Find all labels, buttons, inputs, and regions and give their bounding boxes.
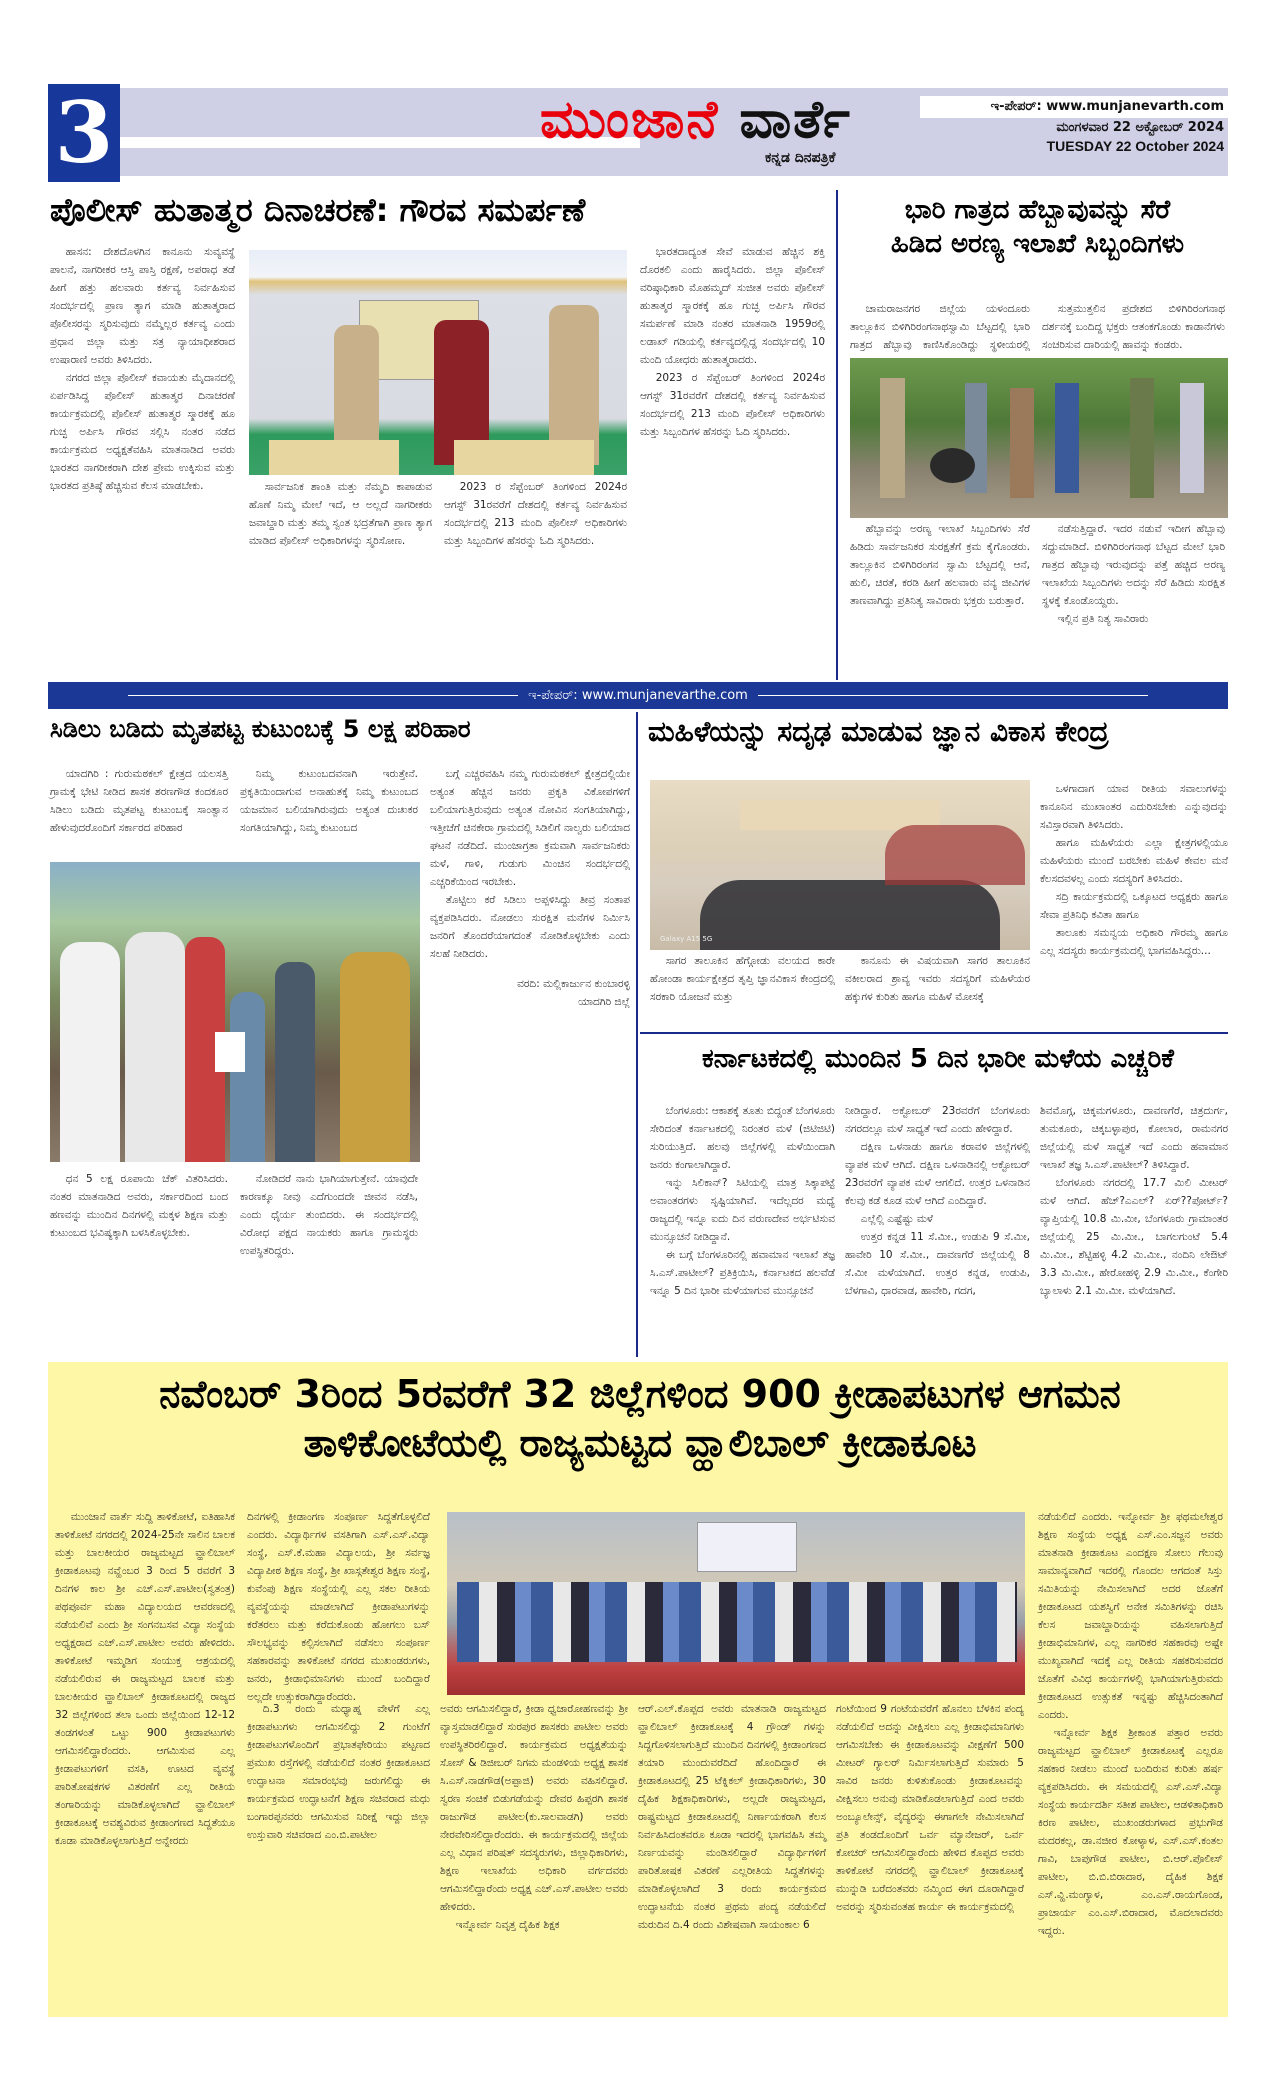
lightning-col-5 — [240, 1170, 418, 1355]
women-headline: ಮಹಿಳೆಯನ್ನು ಸದೃಢ ಮಾಡುವ ಜ್ಞಾನ ವಿಕಾಸ ಕೇಂದ್ರ — [648, 715, 1109, 748]
photo-person — [340, 952, 410, 1162]
logo-word-2: ವಾರ್ತೆ — [739, 90, 852, 150]
police-col-2 — [249, 478, 432, 673]
signature-name: ವರದಿ: ಮಲ್ಲಿಕಾರ್ಜುನ ಕುಂಬಾರಳ್ಳಿ — [517, 978, 630, 990]
volleyball-col-2 — [247, 1508, 430, 1703]
women-photo — [650, 780, 1030, 950]
police-headline: ಪೊಲೀಸ್ ಹುತಾತ್ಮರ ದಿನಾಚರಣೆ: ಗೌರವ ಸಮರ್ಪಣೆ — [50, 191, 586, 229]
volleyball-para-4: ಅವರು ಆಗಮಿಸಲಿದ್ದಾರೆ, ಕ್ರೀಡಾ ಧ್ವಜಾರೋಹಣವನ್ನು ಶ್ರೀ ವ್ಯಾಸ್ತಮಾಡಲಿದ್ದಾರೆ ಸುರಪುರ ಶಾಸಕರು ಪಾಟೀಲ ಅವರು ಉಪಸ್ಥಿತರಿರಲಿದ್ದಾರೆ. ಕಾರ್ಯಕ್ರಮದ ಅಧ್ಯಕ್ಷತೆಯನ್ನು ಸೋಸ್ & ಡಿಜೀಬರ್ ನಿಗಮ ಮಂಡಳಿಯ ಅಧ್ಯಕ್ಷ ಶಾಸಕ ಸಿ.ಎಸ್.ನಾಡಗೌಡ(ಅಪ್ಪಾಜಿ) ಅವರು ವಹಿಸಲಿದ್ದಾರೆ. ಸ್ವರಣ ಸಂಚಿಕೆ ಬಿಡುಗಡೆಯನ್ನು ದೇವರ ಹಿಪ್ಪರಗಿ ಶಾಸಕ ರಾಜುಗೌಡ ಪಾಟೀಲ(ಕು.ಸಾಲವಾಡಗಿ) ಅವರು ನೇರವೇರಿಸಲಿದ್ದಾರೆಂದರು. ಈ ಕಾರ್ಯಕ್ರಮದಲ್ಲಿ ಜಿಲ್ಲೆಯ ಎಲ್ಲ ವಿಧಾನ ಪರಿಷತ್ ಸದಸ್ಯರುಗಳು, ಜಿಲ್ಲಾಧಿಕಾರಿಗಳು, ಶಿಕ್ಷಣ ಇಲಾಖೆಯ ಅಧಿಕಾರಿ ವರ್ಗದವರು ಆಗಮಿಸಲಿದ್ದಾರೆಂದು ಅಧ್ಯಕ್ಷ ಎಚ್.ಎಸ್.ಪಾಟೀಲ ಅವರು ಹೇಳಿದರು. — [440, 1703, 628, 1913]
photo-group-people — [457, 1582, 1017, 1662]
police-para-4: 2023 ರ ಸೆಪ್ಟೆಂಬರ್ ತಿಂಗಳಿಂದ 2024ರ ಆಗಸ್ಟ್ 31ರವರೆಗೆ ದೇಶದಲ್ಲಿ ಕರ್ತವ್ಯ ನಿರ್ವಹಿಸುವ ಸಂದರ್ಭದಲ್ಲಿ 213 ಮಂದಿ ಪೊಲೀಸ್ ಅಧಿಕಾರಿಗಳು ಮತ್ತು ಸಿಬ್ಬಂದಿಗಳ ಹೆಸರನ್ನು ಓದಿ ಸ್ಮರಿಸಿದರು. — [444, 481, 627, 547]
rain-para-5: ದಕ್ಷಿಣ ಒಳನಾಡು ಹಾಗೂ ಕರಾವಳಿ ಜಿಲ್ಲೆಗಳಲ್ಲಿ ವ್ಯಾಪಕ ಮಳೆ ಆಗಿದೆ. ದಕ್ಷಿಣ ಒಳನಾಡಿನಲ್ಲಿ ಅಕ್ಟೋಬರ್ 23ರವರೆಗೆ ವ್ಯಾಪಕ ಮಳೆ ಆಗಲಿದೆ. ಉತ್ತರ ಒಳನಾಡಿನ ಕೆಲವು ಕಡೆ ಕೂಡ ಮಳೆ ಆಗಿದೆ ಎಂದಿದ್ದಾರೆ. — [845, 1141, 1030, 1207]
women-col-1 — [650, 952, 835, 1032]
volleyball-headline — [55, 1370, 1225, 1469]
snake-headline-line-1: ಭಾರಿ ಗಾತ್ರದ ಹೆಬ್ಬಾವುವನ್ನು ಸೆರೆ — [904, 195, 1171, 225]
photo-seated-women — [885, 825, 1025, 885]
horizontal-divider — [640, 1032, 1228, 1034]
page-number: 3 — [48, 84, 120, 182]
women-para-4: ಹಾಗೂ ಮಹಿಳೆಯರು ಎಲ್ಲಾ ಕ್ಷೇತ್ರಗಳಲ್ಲಿಯೂ ಮಹಿಳೆಯರು ಮುಂದೆ ಬರಬೇಕು ಮಹಿಳೆ ಕೇವಲ ಮನೆ ಕೆಲಸದವಳಲ್ಲ ಎಂದು ಸದಸ್ಯರಿಗೆ ತಿಳಿಸಿದರು. — [1040, 837, 1228, 885]
police-para-1: ಹಾಸನ: ದೇಶದೊಳಗಿನ ಕಾನೂನು ಸುವ್ಯವಸ್ಥೆ ಪಾಲನೆ, ನಾಗರೀಕರ ಆಸ್ತಿ ಪಾಸ್ತಿ ರಕ್ಷಣೆ, ಅಪರಾಧ ತಡೆ ಹೀಗೆ ಹತ್ತು ಹಲವಾರು ಕರ್ತವ್ಯ ನಿರ್ವಹಿಸುವ ಸಂದರ್ಭದಲ್ಲಿ ಪ್ರಾಣ ತ್ಯಾಗ ಮಾಡಿ ಹುತಾತ್ಮರಾದ ಪೊಲೀಸರನ್ನು ಸ್ಮರಿಸುವುದು ನಮ್ಮೆಲ್ಲರ ಕರ್ತವ್ಯ ಎಂದು ಪ್ರಧಾನ ಜಿಲ್ಲಾ ಮತ್ತು ಸತ್ರ ನ್ಯಾಯಾಧೀಶರಾದ ಉಷಾರಾಣಿ ಅವರು ತಿಳಿಸಿದರು. — [50, 246, 235, 366]
police-photo — [249, 250, 627, 475]
lightning-para-3: ಬಗ್ಗೆ ಎಚ್ಚರವಹಿಸಿ ನಮ್ಮ ಗುರುಮಠಕಲ್ ಕ್ಷೇತ್ರದಲ್ಲಿಯೇ ಅತ್ಯಂತ ಹೆಚ್ಚಿನ ಜನರು ಪ್ರಕೃತಿ ವಿಕೋಪಗಳಿಗೆ ಬಲಿಯಾಗುತ್ತಿರುವುದು ಅತ್ಯಂತ ನೋವಿನ ಸಂಗತಿಯಾಗಿದ್ದು, ಇತ್ತೀಚೆಗೆ ಚಿನಕೇರಾ ಗ್ರಾಮದಲ್ಲಿ ಸಿಡಿಲಿಗೆ ನಾಲ್ವರು ಬಲಿಯಾದ ಘಟನೆ ನಡೆದಿದೆ. ಮುಂಜಾಗ್ರತಾ ಕ್ರಮವಾಗಿ ಸಾರ್ವಜನಿಕರು ಮಳೆ, ಗಾಳಿ, ಗುಡುಗು ಮಿಂಚಿನ ಸಂದರ್ಭದಲ್ಲಿ ಎಚ್ಚರಿಕೆಯಿಂದ ಇರಬೇಕು. — [430, 768, 630, 888]
rain-col-3 — [1040, 1102, 1228, 1357]
police-para-3: ಸಾರ್ವಜನಿಕ ಶಾಂತಿ ಮತ್ತು ನೆಮ್ಮದಿ ಕಾಪಾಡುವ ಹೊಣೆ ನಿಮ್ಮ ಮೇಲೆ ಇದೆ, ಆ ಅಲ್ಲದೆ ನಾಗರೀಕರು ಜವಾಬ್ದಾರಿ ಮತ್ತು ತಮ್ಮ ಸ್ವಂತ ಭದ್ರತೆಗಾಗಿ ಪ್ರಾಣ ತ್ಯಾಗ ಮಾಡಿದ ಪೊಲೀಸ್ ಅಧಿಕಾರಿಗಳನ್ನು ಸ್ಮರಿಸೋಣ. — [249, 481, 432, 547]
rain-para-7: ಶಿವಮೊಗ್ಗ, ಚಿಕ್ಕಮಗಳೂರು, ದಾವಣಗೆರೆ, ಚಿತ್ರದುರ್ಗ, ತುಮಕೂರು, ಚಿಕ್ಕಬಳ್ಳಾಪುರ, ಕೋಲಾರ, ರಾಮನಗರ ಜಿಲ್ಲೆಯಲ್ಲಿ ಮಳೆ ಸಾಧ್ಯತೆ ಇದೆ ಎಂದು ಹವಾಮಾನ ಇಲಾಖೆ ತಜ್ಞ ಸಿ.ಎಸ್.ಪಾಟೀಲ್? ತಿಳಿಸಿದ್ದಾರೆ. — [1040, 1105, 1228, 1171]
snake-para-5: ಇಲ್ಲಿನ ಪ್ರತಿ ನಿತ್ಯ ಸಾವಿರಾರು — [1057, 613, 1149, 625]
photo-cheque — [215, 1032, 245, 1072]
police-col-2b — [444, 478, 627, 673]
tagline: ಕನ್ನಡ ದಿನಪತ್ರಿಕೆ — [765, 150, 836, 166]
women-col-3 — [1040, 780, 1228, 1030]
police-para-6: 2023 ರ ಸೆಪ್ಟೆಂಬರ್ ತಿಂಗಳಿಂದ 2024ರ ಆಗಸ್ಟ್ 31ರವರೆಗೆ ದೇಶದಲ್ಲಿ ಕರ್ತವ್ಯ ನಿರ್ವಹಿಸುವ ಸಂದರ್ಭದಲ್ಲಿ 213 ಮಂದಿ ಪೊಲೀಸ್ ಅಧಿಕಾರಿಗಳು ಮತ್ತು ಸಿಬ್ಬಂದಿಗಳ ಹೆಸರನ್ನು ಓದಿ ಸ್ಮರಿಸಿದರು. — [640, 372, 825, 438]
lightning-col-2 — [240, 765, 418, 865]
photo-table — [454, 440, 594, 475]
women-col-2 — [845, 952, 1030, 1032]
lightning-col-3 — [430, 765, 630, 1265]
lightning-headline: ಸಿಡಿಲು ಬಡಿದು ಮೃತಪಟ್ಟ ಕುಟುಂಬಕ್ಕೆ 5 ಲಕ್ಷ ಪರಿಹಾರ — [50, 715, 471, 743]
logo-word-1: ಮುಂಜಾನೆ — [540, 90, 720, 150]
snake-para-1: ಚಾಮರಾಜನಗರ ಜಿಲ್ಲೆಯ ಯಳಂದೂರು ತಾಲ್ಲೂಕಿನ ಬಿಳಿಗಿರಿರಂಗನಾಥಸ್ವಾಮಿ ಬೆಟ್ಟದಲ್ಲಿ ಭಾರಿ ಗಾತ್ರದ ಹೆಬ್ಬಾವು ಕಾಣಿಸಿಕೊಂಡಿದ್ದು ಸ್ಥಳೀಯರಲ್ಲಿ — [850, 303, 1030, 351]
photo-person — [60, 942, 120, 1162]
photo-person — [1055, 383, 1079, 493]
rain-para-3: ಈ ಬಗ್ಗೆ ಬೆಂಗಳೂರಿನಲ್ಲಿ ಹವಾಮಾನ ಇಲಾಖೆ ತಜ್ಞ ಸಿ.ಎಸ್.ಪಾಟೀಲ್? ಪ್ರತಿಕ್ರಿಯಿಸಿ, ಕರ್ನಾಟಕದ ಹಲವೆಡೆ ಇನ್ನೂ 5 ದಿನ ಭಾರೀ ಮಳೆಯಾಗುವ ಮುನ್ಸೂಚನೆ — [650, 1249, 835, 1297]
separator-line — [758, 695, 1148, 696]
photo-credit: Galaxy A15 5G — [660, 935, 713, 943]
police-col-3 — [640, 243, 825, 673]
lightning-photo — [50, 862, 420, 1162]
volleyball-col-2b — [247, 1700, 430, 2010]
women-para-6: ತಾಲೂಕು ಸಮನ್ವಯ ಅಧಿಕಾರಿ ಗೌರಮ್ಮ ಹಾಗೂ ಎಲ್ಲ ಸದಸ್ಯರು ಕಾರ್ಯಕ್ರಮದಲ್ಲಿ ಭಾಗವಹಿಸಿದ್ದರು... — [1040, 927, 1228, 957]
volleyball-col-6 — [1038, 1508, 1223, 2008]
women-para-5: ಸದ್ರಿ ಕಾರ್ಯಕ್ರಮದಲ್ಲಿ ಒಕ್ಕೂಟದ ಅಧ್ಯಕ್ಷರು ಹಾಗೂ ಸೇವಾ ಪ್ರತಿನಿಧಿ ಕವಿತಾ ಹಾಗೂ — [1040, 891, 1228, 921]
photo-banner — [697, 1522, 797, 1572]
rain-col-2 — [845, 1102, 1030, 1357]
lightning-para-1: ಯಾದಗಿರಿ : ಗುರುಮಠಕಲ್ ಕ್ಷೇತ್ರದ ಯಲಸತ್ತಿ ಗ್ರಾಮಕ್ಕೆ ಭೇಟಿ ನೀಡಿದ ಶಾಸಕ ಶರಣಗೌಡ ಕಂದಕೂರ ಸಿಡಿಲು ಬಡಿದು ಮೃತಪಟ್ಟ ಕುಟುಂಬಕ್ಕೆ ಸಾಂತ್ವಾನ ಹೇಳುವುದರೊಂದಿಗೆ ಸರ್ಕಾರದ ಪರಿಹಾರ — [50, 768, 228, 834]
women-para-2: ಕಾನೂನು ಈ ವಿಷಯವಾಗಿ ಸಾಗರ ತಾಲೂಕಿನ ವಕೀಲರಾದ ಶ್ರಾವ್ಯ ಇವರು ಸದಸ್ಯರಿಗೆ ಮಹಿಳೆಯರ ಹಕ್ಕುಗಳ ಕುರಿತು ಹಾಗೂ ಮಹಿಳೆ ಮೋಸಕ್ಕೆ — [845, 955, 1030, 1003]
snake-photo — [850, 358, 1228, 518]
volleyball-para-2: ದಿನಗಳಲ್ಲಿ ಕ್ರೀಡಾಂಗಣ ಸಂಪೂರ್ಣ ಸಿದ್ದತೆಗೊಳ್ಳಲಿದೆ ಎಂದರು. ವಿದ್ಯಾರ್ಥಿಗಳ ವಸತಿಗಾಗಿ ಎಸ್.ಎಸ್.ವಿದ್ಯಾ ಸಂಸ್ಥೆ, ಎಸ್.ಕೆ.ಮಹಾ ವಿದ್ಯಾಲಯ, ಶ್ರೀ ಸರ್ವಜ್ಞ ವಿದ್ಯಾಪೀಠ ಶಿಕ್ಷಣ ಸಂಸ್ಥೆ, ಶ್ರೀ ಖಾಸ್ಗತೇಶ್ವರ ಶಿಕ್ಷಣ ಸಂಸ್ಥೆ, ಕುವೆಂಪು ಶಿಕ್ಷಣ ಸಂಸ್ಥೆಯಲ್ಲಿ ಎಲ್ಲ ಸಕಲ ರೀತಿಯ ವ್ಯವಸ್ಥೆಯನ್ನು ಮಾಡಲಾಗಿದೆ ಕ್ರೀಡಾಪಟುಗಳನ್ನು ಕರೆತರಲು ಮತ್ತು ಕರೆದುಕೊಂಡು ಹೋಗಲು ಬಸ್ ಸೌಲಭ್ಯವನ್ನು ಕಲ್ಪಿಸಲಾಗಿದೆ ನಡೆಸಲು ಸಂಪೂರ್ಣ ಸಹಕಾರವನ್ನು ತಾಳಿಕೋಟೆ ನಗರದ ಮುಖಂಡರುಗಳು, ಜನರು, ಕ್ರೀಡಾಭಿಮಾನಿಗಳು ಮುಂದೆ ಬಂದಿದ್ದಾರೆ ಅಲ್ಲದೇ ಉತ್ಸುಕರಾಗಿದ್ದಾರೆಂದರು. — [247, 1511, 430, 1703]
rain-subheading: ಎಲ್ಲೆಲ್ಲಿ ಎಷ್ಟೆಷ್ಟು ಮಳೆ — [860, 1213, 933, 1225]
rain-para-8: ಬೆಂಗಳೂರು ನಗರದಲ್ಲಿ 17.7 ಮಿಲಿ ಮೀಟರ್ ಮಳೆ ಆಗಿದೆ. ಹೆಚ್?ಎಎಲ್? ಏರ್??ಪೋರ್ಟ್? ವ್ಯಾಪ್ತಿಯಲ್ಲಿ 10.8 ಮಿ.ಮೀ, ಬೆಂಗಳೂರು ಗ್ರಾಮಾಂತರ ಜಿಲ್ಲೆಯಲ್ಲಿ 25 ಮಿ.ಮೀ., ಬಾಗಲಗುಂಟೆ 5.4 ಮಿ.ಮೀ., ಶೆಟ್ಟಿಹಳ್ಳಿ 4.2 ಮಿ.ಮೀ., ನಂದಿನಿ ಲೇಔಟ್ 3.3 ಮಿ.ಮೀ., ಹೇರೋಹಳ್ಳಿ 2.9 ಮಿ.ಮೀ., ಕೆಂಗೇರಿ ಬ್ಯಾಲಾಳು 2.1 ಮಿ.ಮೀ. ಮಳೆಯಾಗಿದೆ. — [1040, 1177, 1228, 1297]
epaper-separator-bar — [48, 682, 1228, 709]
lightning-signature — [430, 975, 630, 1011]
snake-para-4: ನಡೆಸುತ್ತಿದ್ದಾರೆ. ಇದರ ನಡುವೆ ಇದೀಗ ಹೆಬ್ಬಾವು ಸದ್ದುಮಾಡಿದೆ. ಬಿಳಿಗಿರಿರಂಗನಾಥ ಬೆಟ್ಟದ ಮೇಲೆ ಭಾರಿ ಗಾತ್ರದ ಹೆಬ್ಬಾವು ಇರುವುದನ್ನು ಪತ್ತೆ ಹಚ್ಚಿದ ಅರಣ್ಯ ಇಲಾಖೆಯ ಸಿಬ್ಬಂದಿಗಳು ಅದನ್ನು ಸೆರೆ ಹಿಡಿದು ಸುರಕ್ಷಿತ ಸ್ಥಳಕ್ಕೆ ಕೊಂಡೊಯ್ದರು. — [1042, 523, 1225, 607]
rain-para-2: ಇನ್ನು ಸಿಲಿಕಾನ್? ಸಿಟಿಯಲ್ಲಿ ಮಾತ್ರ ಸಿಕ್ಕಾಪಟ್ಟೆ ಅವಾಂತರಗಳು ಸೃಷ್ಟಿಯಾಗಿವೆ. ಇದೆಲ್ಲದರ ಮಧ್ಯೆ ರಾಜ್ಯದಲ್ಲಿ ಇನ್ನೂ ಐದು ದಿನ ವರುಣದೇವ ಅರ್ಭಟಿಸುವ ಮುನ್ಸೂಚನೆ ನೀಡಿದ್ದಾನೆ. — [650, 1177, 835, 1243]
volleyball-col-5 — [836, 1700, 1024, 2010]
photo-person — [1180, 383, 1204, 493]
snake-headline — [850, 194, 1225, 262]
volleyball-para-3: ದಿ.3 ರಂದು ಮಧ್ಯಾಹ್ನ ವೇಳೆಗೆ ಎಲ್ಲ ಕ್ರೀಡಾಪಟುಗಳು ಆಗಮಿಸಲಿದ್ದು 2 ಗುಂಟೆಗೆ ಕ್ರೀಡಾಪಟುಗಳೊಂದಿಗೆ ಪ್ರಭಾತಫೇರಿಯು ಪಟ್ಟಣದ ಪ್ರಮುಖ ರಸ್ತೆಗಳಲ್ಲಿ ನಡೆಯಲಿದೆ ನಂತರ ಕ್ರೀಡಾಕೂಟದ ಉದ್ಘಾಟನಾ ಸಮಾರಂಭವು ಜರುಗಲಿದ್ದು ಈ ಕಾರ್ಯಕ್ರಮದ ಉದ್ಘಾಟನೆಗೆ ಶಿಕ್ಷಣ ಸಚಿವರಾದ ಮಧು ಬಂಗಾರಪ್ಪನವರು ಆಗಮಿಸುವ ನಿರೀಕ್ಷೆ ಇದ್ದು ಜಿಲ್ಲಾ ಉಸ್ತುವಾರಿ ಸಚಿವರಾದ ಎಂ.ಬಿ.ಪಾಟೀಲ — [247, 1703, 430, 1841]
epaper-link-separator[interactable]: ಇ-ಪೇಪರ್: www.munjanevarthe.com — [528, 688, 748, 703]
volleyball-para-9: ಇನ್ನೋರ್ವ ಶಿಕ್ಷಕ ಶ್ರೀಕಾಂತ ಪತ್ತಾರ ಅವರು ರಾಜ್ಯಮಟ್ಟದ ವ್ಹಾಲಿಬಾಲ್ ಕ್ರೀಡಾಕೂಟಕ್ಕೆ ಎಲ್ಲರೂ ಸಹಕಾರ ನೀಡಲು ಮುಂದೆ ಬಂದಿರುವ ಕುರಿತು ಹರ್ಷ ವ್ಯಕ್ತಪಡಿಸಿದರು. ಈ ಸಮಯದಲ್ಲಿ ಎಸ್.ಎಸ್.ವಿದ್ಯಾ ಸಂಸ್ಥೆಯ ಕಾರ್ಯದರ್ಶಿ ಸತೀಶ ಪಾಟೀಲ, ಆಡಳಿತಾಧಿಕಾರಿ ಕಿರಣ ಪಾಟೀಲ, ಮುಖಂಡರುಗಳಾದ ಪ್ರಭುಗೌಡ ಮದರಕಲ್ಲ, ಡಾ.ನಜೀರ ಕೋಳ್ಯಾಳ, ಎಸ್.ಎಸ್.ಕಂತಲ ಗಾವಿ, ಬಾಪುಗೌಡ ಪಾಟೀಲ, ಬಿ.ಆರ್.ಪೊಲೀಸ್ ಪಾಟೀಲ, ಬಿ.ಬಿ.ಬಿರಾದಾರ, ದೈಹಿಕ ಶಿಕ್ಷಕ ಎಸ್.ವ್ಹಿ.ಮಂಗ್ಯಾಳ, ಎಂ.ಎಸ್.ರಾಯಗೊಂಡ, ಪ್ರಾಚಾರ್ಯ ಎಂ.ಎಸ್.ಬಿರಾದಾರ, ಮೊದಲಾದವರು ಇದ್ದರು. — [1038, 1727, 1223, 1937]
photo-seated-women — [700, 880, 1000, 950]
photo-person — [125, 932, 185, 1162]
volleyball-para-1: ಮುಂಜಾನೆ ವಾರ್ತೆ ಸುದ್ದಿ ತಾಳಿಕೋಟೆ, ಐತಿಹಾಸಿಕ ತಾಳಿಕೋಟೆ ನಗರದಲ್ಲಿ 2024-25ನೇ ಸಾಲಿನ ಬಾಲಕ ಮತ್ತು ಬಾಲಕೀಯರ ರಾಜ್ಯಮಟ್ಟದ ವ್ಹಾಲಿಬಾಲ್ ಕ್ರೀಡಾಕೂಟವು ನವ್ಹೆಂಬರ 3 ರಿಂದ 5 ರವರೆಗೆ 3 ದಿನಗಳ ಕಾಲ ಶ್ರೀ ಎಚ್.ಎಸ್.ಪಾಟೀಲ(ಸ್ವತಂತ್ರ) ಪಥಪೂರ್ವ ಮಹಾ ವಿದ್ಯಾಲಯದ ಆವರಣದಲ್ಲಿ ನಡೆಯಲಿವೆ ಎಂದು ಶ್ರೀ ಸಂಗನಬಸವ ವಿದ್ಯಾ ಸಂಸ್ಥೆಯ ಅಧ್ಯಕ್ಷರಾದ ಎಚ್.ಎಸ್.ಪಾಟೀಲ ಅವರು ಹೇಳಿದರು. ತಾಳಿಕೋಟೆ ಇಮ್ಮಡಿಗ ಸಂಯುಕ್ತ ಆಶ್ರಯದಲ್ಲಿ ನಡೆಯಲಿರುವ ಈ ರಾಜ್ಯಮಟ್ಟದ ಬಾಲಕ ಮತ್ತು ಬಾಲಕೀಯರ ವ್ಹಾಲಿಬಾಲ್ ಕ್ರೀಡಾಕೂಟದಲ್ಲಿ ರಾಜ್ಯದ 32 ಜಿಲ್ಲೆಗಳಿಂದ ತಲಾ ಒಂದು ಜಿಲ್ಲೆಯಿಂದ 12-12 ತಂಡಗಳಂತೆ ಒಟ್ಟು 900 ಕ್ರೀಡಾಪಟುಗಳು ಆಗಮಿಸಲಿದ್ದಾರೆಂದರು. ಆಗಮಿಸುವ ಎಲ್ಲ ಕ್ರೀಡಾಪಟುಗಳಿಗೆ ವಸತಿ, ಊಟದ ವ್ಯವಸ್ಥೆ ಪಾರಿತೋಷಕಗಳ ವಿತರಣೆಗೆ ಎಲ್ಲ ರೀತಿಯ ತಂಗಾರಿಯನ್ನು ಮಾಡಿಕೊಳ್ಳಲಾಗಿದೆ ವ್ಹಾಲಿಬಾಲ್ ಕ್ರೀಡಾಕೂಟಕ್ಕೆ ಅವಶ್ಯವಿರುವ ಕ್ರೀಡಾಂಗಣದ ಸಿದ್ದತೆಯೂ ಕೂಡಾ ಮಾಡಿಕೊಳ್ಳಲಾಗುತ್ತಿದೆ ಅನ್ನೇರದು — [55, 1511, 235, 1847]
photo-person — [880, 378, 905, 498]
lightning-para-4: ತೊಟ್ಟಿಲು ಕರೆ ಸಿಡಿಲು ಅಪ್ಪಳಿಸಿದ್ದು ತೀವ್ರ ಸಂತಾಪ ವ್ಯಕ್ತಪಡಿಸಿದರು. ನೋಡಲು ಸುರಕ್ಷಿತ ಮನೆಗಳ ನಿರ್ಮಿಸಿ ಜನರಿಗೆ ತೊಂದರೆಯಾಗದಂತೆ ನೋಡಿಕೊಳ್ಳಬೇಕು ಎಂದು ಸಲಹೆ ನೀಡಿದರು. — [430, 894, 630, 960]
snake-col-2 — [1042, 300, 1225, 360]
snake-col-1 — [850, 300, 1030, 360]
lightning-col-1 — [50, 765, 228, 865]
volleyball-headline-line-2: ತಾಳಿಕೋಟೆಯಲ್ಲಿ ರಾಜ್ಯಮಟ್ಟದ ವ್ಹಾಲಿಬಾಲ್ ಕ್ರೀಡಾಕೂಟ — [303, 1421, 977, 1466]
volleyball-para-6: ಆರ್.ಎಲ್.ಕೊಪ್ಪದ ಅವರು ಮಾತನಾಡಿ ರಾಜ್ಯಮಟ್ಟದ ವ್ಹಾಲಿಬಾಲ್ ಕ್ರೀಡಾಕೂಟಕ್ಕೆ 4 ಗ್ರೌಂಡ್ ಗಳನ್ನು ಸಿದ್ದಗೊಳಿಸಲಾಗುತ್ತಿದೆ ಮುಂದಿನ ದಿನಗಳಲ್ಲಿ ಕ್ರೀಡಾಂಗಣದ ತಯಾರಿ ಮುಂದುವರೆದಿದೆ ಹೊಂದಿದ್ದಾರೆ ಈ ಕ್ರೀಡಾಕೂಟದಲ್ಲಿ 25 ಟೆಕ್ನಿಕಲ್ ಕ್ರೀಡಾಧಿಕಾರಿಗಳು, 30 ದೈಹಿಕ ಶಿಕ್ಷಕಾಧಿಕಾರಿಗಳು, ಅಲ್ಲದೇ ರಾಜ್ಯಮಟ್ಟದ, ರಾಷ್ಟ್ರಮಟ್ಟದ ಕ್ರೀಡಾಕೂಟದಲ್ಲಿ ನಿರ್ಣಾಯಕರಾಗಿ ಕೆಲಸ ನಿರ್ವಹಿಸಿದಂತವರೂ ಕೂಡಾ ಇದರಲ್ಲಿ ಭಾಗವಹಿಸಿ ತಮ್ಮ ನಿರ್ಣಯವನ್ನು ಮಂಡಿಸಲಿದ್ದಾರೆ ವಿದ್ಯಾರ್ಥಿಗಳಿಗೆ ಪಾರಿತೋಷಕ ವಿತರಣೆ ಎಲ್ಲರೀತಿಯ ಸಿದ್ದತೆಗಳನ್ನು ಮಾಡಿಕೊಳ್ಳಲಾಗಿದೆ 3 ರಂದು ಕಾರ್ಯಕ್ರಮದ ಉದ್ಘಾಟನೆಯ ನಂತರ ಪ್ರಥಮ ಪಂದ್ಯ ನಡೆಯಲಿದೆ ಮರುದಿನ ದಿ.4 ರಂದು ವಿಶೇಷವಾಗಿ ಸಾಯಂಕಾಲ 6 — [638, 1703, 826, 1931]
volleyball-headline-line-1: ನವೆಂಬರ್ 3ರಿಂದ 5ರವರೆಗೆ 32 ಜಿಲ್ಲೆಗಳಿಂದ 900 ಕ್ರೀಡಾಪಟುಗಳ ಆಗಮನ — [159, 1372, 1121, 1416]
volleyball-photo — [447, 1512, 1025, 1695]
snake-col-3 — [850, 520, 1030, 675]
snake-col-4 — [1042, 520, 1225, 675]
photo-person — [230, 992, 265, 1162]
column-divider — [636, 712, 638, 1357]
volleyball-col-4 — [638, 1700, 826, 2010]
epaper-link-top[interactable]: ಇ-ಪೇಪರ್: www.munjanevarth.com — [920, 96, 1230, 118]
women-para-3: ಒಳಗಾದಾಗ ಯಾವ ರೀತಿಯ ಸವಾಲುಗಳನ್ನು ಕಾನೂನಿನ ಮುಖಾಂತರ ಎದುರಿಸಬೇಕು ಎನ್ನುವುದನ್ನು ಸವಿಸ್ತಾರವಾಗಿ ತಿಳಿಸಿದರು. — [1040, 783, 1228, 831]
photo-person — [275, 962, 315, 1162]
rain-col-1 — [650, 1102, 835, 1357]
rain-para-1: ಬೆಂಗಳೂರು: ಆಕಾಶಕ್ಕೆ ತೂತು ಬಿದ್ದಂತೆ ಬೆಂಗಳೂರು ಸೇರಿದಂತೆ ಕರ್ನಾಟಕದಲ್ಲಿ ನಿರಂತರ ಮಳೆ (ಜಿಟಿಜಿಟಿ) ಸುರಿಯುತ್ತಿದೆ. ಹಲವು ಜಿಲ್ಲೆಗಳಲ್ಲಿ ಮಳೆಯಿಂದಾಗಿ ಜನರು ಕಂಗಾಲಾಗಿದ್ದಾರೆ. — [650, 1105, 835, 1171]
newspaper-logo — [540, 90, 852, 151]
date-kannada: ಮಂಗಳವಾರ 22 ಅಕ್ಟೋಬರ್ 2024 — [1056, 120, 1224, 135]
volleyball-col-1 — [55, 1508, 235, 2008]
volleyball-col-3 — [440, 1700, 628, 2010]
snake-para-3: ಹೆಬ್ಬಾವನ್ನು ಅರಣ್ಯ ಇಲಾಖೆ ಸಿಬ್ಬಂದಿಗಳು ಸೆರೆ ಹಿಡಿದು ಸಾರ್ವಜನಿಕರ ಸುರಕ್ಷತೆಗೆ ಕ್ರಮ ಕೈಗೊಂಡರು. ತಾಲ್ಲೂಕಿನ ಬಿಳಿಗಿರಿರಂಗನ ಸ್ವಾಮಿ ಬೆಟ್ಟದಲ್ಲಿ ಆನೆ, ಹುಲಿ, ಚಿರತೆ, ಕರಡಿ ಹೀಗೆ ಹಲವಾರು ವನ್ಯ ಜೀವಿಗಳ ತಾಣವಾಗಿದ್ದು ಪ್ರತಿನಿತ್ಯ ಸಾವಿರಾರು ಭಕ್ತರು ಬರುತ್ತಾರೆ. — [850, 523, 1030, 607]
lightning-para-2: ನಿಮ್ಮ ಕುಟುಂಬದವನಾಗಿ ಇರುತ್ತೇನೆ. ಪ್ರಕೃತಿಯಿಂದಾಗುವ ಅನಾಹುತಕ್ಕೆ ನಿಮ್ಮ ಕುಟುಂಬದ ಯಜಮಾನ ಬಲಿಯಾಗಿರುವುದು ಅತ್ಯಂತ ದುಃಖಕರ ಸಂಗತಿಯಾಗಿದ್ದು, ನಿಮ್ಮ ಕುಟುಂಬದ — [240, 768, 418, 834]
volleyball-para-5: ಇನ್ನೋರ್ವ ನಿವೃತ್ತ ದೈಹಿಕ ಶಿಕ್ಷಕ — [455, 1919, 560, 1931]
rain-para-4: ನೀಡಿದ್ದಾರೆ. ಅಕ್ಟೋಬರ್ 23ರವರೆಗೆ ಬೆಂಗಳೂರು ನಗರದಲ್ಲೂ ಮಳೆ ಸಾಧ್ಯತೆ ಇದೆ ಎಂದು ಹೇಳಿದ್ದಾರೆ. — [845, 1105, 1030, 1135]
volleyball-para-7: ಗಂಟೆಯಿಂದ 9 ಗಂಟೆಯವರೆಗೆ ಹೊನಲು ಬೆಳಕಿನ ಪಂದ್ಯ ನಡೆಯಲಿದೆ ಅದನ್ನು ವೀಕ್ಷಿಸಲು ಎಲ್ಲ ಕ್ರೀಡಾಭಿಮಾನಿಗಳು ಆಗಮಿಸಬೇಕು ಈ ಕ್ರೀಡಾಕೂಟವನ್ನು ವೀಕ್ಷಣೆಗೆ 500 ಮೀಟರ್ ಗ್ಯಾಲರ್ ನಿರ್ಮಿಸಲಾಗುತ್ತಿದೆ ಸುಮಾರು 5 ಸಾವಿರ ಜನರು ಕುಳಿತುಕೊಂಡು ಕ್ರೀಡಾಕೂಟವನ್ನು ವೀಕ್ಷಿಸಲು ಅನುವು ಮಾಡಿಕೊಡಲಾಗುತ್ತಿದೆ ಎಂದ ಅವರು ಅಂಬ್ಯೂಲೇನ್ಸ್, ವೈದ್ಯರನ್ನು ಈಗಾಗಲೇ ನೇಮಿಸಲಾಗಿದೆ ಪ್ರತಿ ತಂಡದೊಂದಿಗೆ ಒರ್ವ ಮ್ಯಾನೇಜರ್, ಒರ್ವ ಕೋಚರ್ ಆಗಮಿಸಲಿದ್ದಾರೆಂದು ಹೇಳಿದ ಕೊಪ್ಪದ ಅವರು ತಾಳಿಕೋಟೆ ನಗರದಲ್ಲಿ ವ್ಹಾಲಿಬಾಲ್ ಕ್ರೀಡಾಕೂಟಕ್ಕೆ ಮುನ್ನುಡಿ ಬರೆದಂತವರು ನಮ್ಮಿಂದ ಈಗ ದೂರಾಗಿದ್ದಾರೆ ಅವರನ್ನು ಸ್ಮರಿಸುವಂತಹ ಕಾರ್ಯ ಈ ಕಾರ್ಯಕ್ರಮದಲ್ಲಿ — [836, 1703, 1024, 1913]
volleyball-para-8: ನಡೆಯಲಿದೆ ಎಂದರು. ಇನ್ನೋರ್ವ ಶ್ರೀ ಫಥಮಲೇಶ್ವರ ಶಿಕ್ಷಣ ಸಂಸ್ಥೆಯ ಅಧ್ಯಕ್ಷ ಎಸ್.ಎಂ.ಸಜ್ಜನ ಅವರು ಮಾತನಾಡಿ ಕ್ರೀಡಾಕೂಟ ಎಂದಕ್ಷಣ ಸೋಲು ಗೆಲುವು ಸಾಮಾನ್ಯವಾಗಿದೆ ಇದರಲ್ಲಿ ಗೊಂದಲ ಆಗದಂತೆ ಸಿಸ್ತು ಸಮಿತಿಯನ್ನು ನೇಮಿಸಲಾಗಿದೆ ಅದರ ಜೊತೆಗೆ ಕ್ರೀಡಾಕೂಟದ ಯಶಸ್ವಿಗೆ ಅನೇಕ ಸಮಿತಿಗಳನ್ನು ರಚಿಸಿ ಕೆಲಸ ಜವಾಬ್ದಾರಿಯನ್ನು ವಹಿಸಲಾಗುತ್ತಿದೆ ಕ್ರೀಡಾಭಿಮಾನಿಗಳ, ಎಲ್ಲ ನಾಗರಿಕರ ಸಹಕಾರವು ಅಷ್ಟೇ ಮುಖ್ಯವಾಗಿದೆ ಇದಕ್ಕೆ ಎಲ್ಲ ರೀತಿಯ ಸಹಕರಿಸುವದರ ಜೊತೆಗೆ ವಿವಿಧ ಕಾರ್ಯಗಳಲ್ಲಿ ಭಾಗಿಯಾಗುತ್ತಿರುವದು ಕ್ರೀಡಾಕೂಟದ ಉತ್ಸುಕತೆ ಇನ್ನಷ್ಟು ಹೆಚ್ಚಿಸಿದಂತಾಗಿದೆ ಎಂದರು. — [1038, 1511, 1223, 1721]
lightning-col-4 — [50, 1170, 228, 1355]
rain-headline: ಕರ್ನಾಟಕದಲ್ಲಿ ಮುಂದಿನ 5 ದಿನ ಭಾರೀ ಮಳೆಯ ಎಚ್ಚರಿಕೆ — [702, 1044, 1174, 1074]
signature-location: ಯಾದಗಿರಿ ಜಿಲ್ಲೆ — [578, 996, 630, 1008]
snake-para-2: ಸುತ್ತಮುತ್ತಲಿನ ಪ್ರದೇಶದ ಬಿಳಿಗಿರಿರಂಗನಾಥ ದರ್ಶನಕ್ಕೆ ಬಂದಿದ್ದ ಭಕ್ತರು ಆತಂಕಗೊಂಡು ಕಾಡಾನೆಗಳು ಸಂಚರಿಸುವ ದಾರಿಯಲ್ಲಿ ಹಾವನ್ನು ಕಂಡರು. — [1042, 303, 1225, 351]
police-para-2: ನಗರದ ಜಿಲ್ಲಾ ಪೊಲೀಸ್ ಕವಾಯತು ಮೈದಾನದಲ್ಲಿ ಏರ್ಪಡಿಸಿದ್ದ ಪೊಲೀಸ್ ಹುತಾತ್ಮರ ದಿನಾಚರಣೆ ಕಾರ್ಯಕ್ರಮದಲ್ಲಿ ಪೊಲೀಸ್ ಹುತಾತ್ಮರ ಸ್ಮಾರಕಕ್ಕೆ ಹೂ ಗುಚ್ಛ ಅರ್ಪಿಸಿ ಗೌರವ ಸಲ್ಲಿಸಿ ನಂತರ ನಡೆದ ಕಾರ್ಯಕ್ರಮದ ಅಧ್ಯಕ್ಷತೆವಹಿಸಿ ಮಾತನಾಡಿದ ಅವರು ಭಾರತದ ನಾಗರೀಕರಾಗಿ ದೇಶ ಪ್ರೇಮ ಉಕ್ಕಿಸುವ ಮತ್ತು ಭಾರತದ ಪ್ರತಿಷ್ಠೆ ಹೆಚ್ಚಿಸುವ ಕೆಲಸ ಮಾಡಬೇಕು. — [50, 372, 235, 492]
rain-para-6: ಉತ್ತರ ಕನ್ನಡ 11 ಸೆ.ಮೀ., ಉಡುಪಿ 9 ಸೆ.ಮೀ, ಹಾವೇರಿ 10 ಸೆ.ಮೀ., ದಾವಣಗೆರೆ ಜಿಲ್ಲೆಯಲ್ಲಿ 8 ಸೆ.ಮೀ ಮಳೆಯಾಗಿದೆ. ಉತ್ತರ ಕನ್ನಡ, ಉಡುಪಿ, ಬೆಳಗಾವಿ, ಧಾರವಾಡ, ಹಾವೇರಿ, ಗದಗ, — [845, 1231, 1030, 1297]
women-para-1: ಸಾಗರ ತಾಲೂಕಿನ ಹೆಗ್ಗೋಡು ವಲಯದ ಕಾರೇ ಹೋಂಡಾ ಕಾರ್ಯಕ್ಷೇತ್ರದ ತೃಪ್ತಿ ಜ್ಞಾನವಿಕಾಸ ಕೇಂದ್ರದಲ್ಲಿ ಸರಕಾರಿ ಯೋಜನೆ ಮತ್ತು — [650, 955, 835, 1003]
photo-person — [1010, 388, 1034, 498]
photo-table — [269, 440, 399, 475]
lightning-para-5: ಧನ 5 ಲಕ್ಷ ರೂಪಾಯಿ ಚೆಕ್ ವಿತರಿಸಿದರು. ನಂತರ ಮಾತನಾಡಿದ ಅವರು, ಸರ್ಕಾರದಿಂದ ಬಂದ ಹಣವನ್ನು ಮುಂದಿನ ದಿನಗಳಲ್ಲಿ ಮಕ್ಕಳ ಶಿಕ್ಷಣ ಮತ್ತು ಕುಟುಂಬದ ಭವಿಷ್ಯಕ್ಕಾಗಿ ಬಳಸಿಕೊಳ್ಳಬೇಕು. — [50, 1173, 228, 1239]
police-col-1 — [50, 243, 235, 673]
lightning-para-6: ನೋಡಿದರೆ ನಾನು ಭಾಗಿಯಾಗುತ್ತೇನೆ. ಯಾವುದೇ ಕಾರಣಕ್ಕೂ ನೀವು ಎದೆಗುಂದದೇ ಜೀವನ ನಡೆಸಿ, ಎಂದು ಧೈರ್ಯ ತುಂಬಿದರು. ಈ ಸಂದರ್ಭದಲ್ಲಿ ವಿರೋಧ ಪಕ್ಷದ ನಾಯಕರು ಹಾಗೂ ಗ್ರಾಮಸ್ಥರು ಉಪಸ್ಥಿತರಿದ್ದರು. — [240, 1173, 418, 1257]
date-english: TUESDAY 22 October 2024 — [1046, 138, 1224, 154]
snake-headline-line-2: ಹಿಡಿದ ಅರಣ್ಯ ಇಲಾಖೆ ಸಿಬ್ಬಂದಿಗಳು — [890, 228, 1185, 259]
photo-motorcycle — [930, 448, 975, 483]
column-divider — [836, 190, 838, 680]
police-para-5: ಭಾರತದಾದ್ಯಂತ ಸೇವೆ ಮಾಡುವ ಹೆಚ್ಚಿನ ಶಕ್ತಿ ದೊರಕಲಿ ಎಂದು ಹಾರೈಸಿದರು. ಜಿಲ್ಲಾ ಪೊಲೀಸ್ ವರಿಷ್ಠಾಧಿಕಾರಿ ಮೊಹಮ್ಮದ್ ಸುಜೀತ ಅವರು ಪೊಲೀಸ್ ಹುತಾತ್ಮರ ಸ್ಮಾರಕಕ್ಕೆ ಹೂ ಗುಚ್ಛ ಅರ್ಪಿಸಿ ಗೌರವ ಸಮರ್ಪಣೆ ಮಾಡಿ ನಂತರ ಮಾತನಾಡಿ 1959ರಲ್ಲಿ ಲಡಾಖ್ ಗಡಿಯಲ್ಲಿ ಕರ್ತವ್ಯದಲ್ಲಿದ್ದ ಸಂದರ್ಭದಲ್ಲಿ 10 ಮಂದಿ ಯೋಧರು ಹುತಾತ್ಮರಾದರು. — [640, 246, 825, 366]
separator-line — [128, 695, 518, 696]
photo-person — [1130, 378, 1154, 498]
